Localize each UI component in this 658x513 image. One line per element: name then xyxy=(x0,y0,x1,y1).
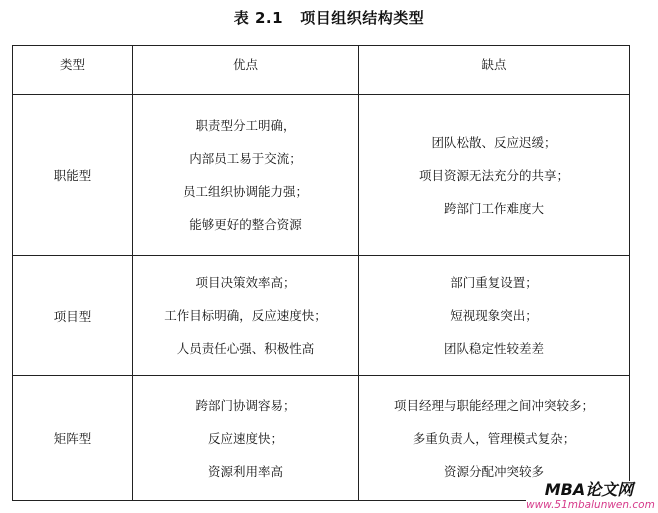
advantage-item: 员工组织协调能力强； xyxy=(182,184,308,199)
disadvantage-item: 项目资源无法充分的共享； xyxy=(418,167,569,183)
advantages-cell xyxy=(133,95,359,256)
disadvantages-cell xyxy=(359,256,630,376)
type-cell: 矩阵型 xyxy=(13,376,133,501)
table-row xyxy=(13,256,630,376)
disadvantage-item: 短视现象突出； xyxy=(450,308,538,323)
advantage-item: 职责型分工明确， xyxy=(195,118,296,133)
advantage-item: 工作目标明确，反应速度快； xyxy=(164,308,327,323)
site-watermark xyxy=(526,480,655,512)
type-cell: 项目型 xyxy=(13,256,133,376)
organization-types-table xyxy=(12,45,630,501)
disadvantage-item: 资源分配冲突较多 xyxy=(443,463,544,479)
disadvantages-cell xyxy=(359,95,630,256)
disadvantage-item: 项目经理与职能经理之间冲突较多； xyxy=(393,397,594,413)
header-row xyxy=(13,46,630,95)
advantages-cell xyxy=(133,376,359,501)
type-cell: 职能型 xyxy=(13,95,133,256)
header-advantages: 优点 xyxy=(133,46,359,95)
advantages-cell xyxy=(133,256,359,376)
watermark-url: www.51mbalunwen.com xyxy=(526,499,655,511)
advantage-item: 能够更好的整合资源 xyxy=(189,217,302,232)
table-caption: 表 2.1 项目组织结构类型 xyxy=(233,9,425,27)
advantage-item: 资源利用率高 xyxy=(207,463,283,479)
advantage-item: 人员责任心强、积极性高 xyxy=(176,341,315,356)
disadvantage-item: 团队稳定性较差差 xyxy=(443,341,544,356)
disadvantage-item: 部门重复设置； xyxy=(450,275,538,290)
advantage-item: 项目决策效率高； xyxy=(195,275,296,290)
disadvantage-item: 跨部门工作难度大 xyxy=(443,200,544,216)
disadvantage-item: 多重负责人，管理模式复杂； xyxy=(412,430,576,446)
advantage-item: 内部员工易于交流； xyxy=(189,151,302,166)
watermark-brand: MBA论文网 xyxy=(544,480,634,499)
header-disadvantages: 缺点 xyxy=(359,46,630,95)
advantage-item: 反应速度快； xyxy=(207,430,283,446)
advantage-item: 跨部门协调容易； xyxy=(195,397,296,413)
disadvantage-item: 团队松散、反应迟缓； xyxy=(431,134,557,150)
header-type: 类型 xyxy=(13,46,133,95)
table-row xyxy=(13,95,630,256)
